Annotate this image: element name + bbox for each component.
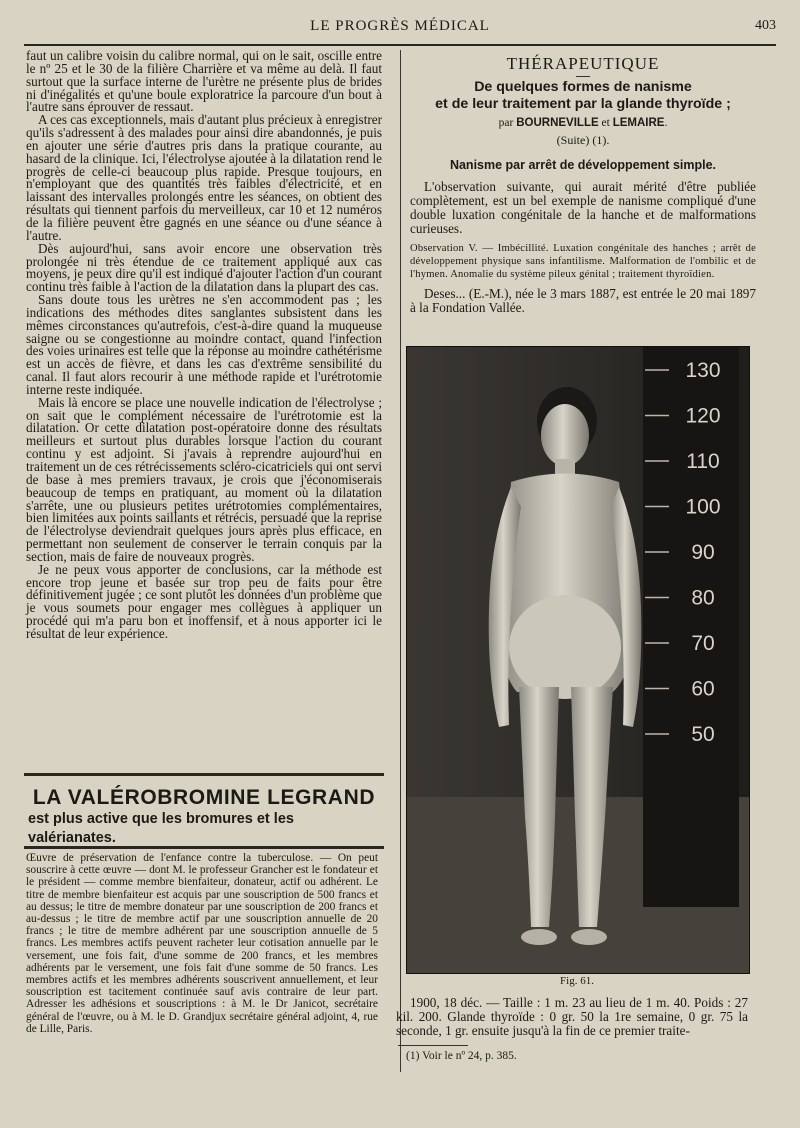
paragraph: 1900, 18 déc. — Taille : 1 m. 23 au lieu de 1 m. 40. Poids : 27 kil. 200. Glande thyroïde : 0 gr. 50 la 1re semaine, 0 gr. 75 la seconde, 1 gr. ensuite jusqu'à la fin de ce premier traite- (396, 995, 748, 1038)
scale-label: 50 (691, 723, 715, 746)
right-column (410, 54, 756, 315)
height-scale-board (643, 347, 739, 907)
section-dash (576, 76, 590, 77)
observation-heading: Observation V. — Imbécillité. Luxation congénitale des hanches ; arrêt de développement physique sans infantilisme. Malformation de l'ombilic et de l'hymen. Anomalie du système pileux génital ; traitement thyroïdien. (410, 243, 756, 280)
paragraph: A ces cas exceptionnels, mais d'autant plus précieux à enregistrer qu'ils s'adressent à des malades pour ainsi dire abandonnés, je puis en ajouter une série d'autres pris dans la pratique courante, au hasard de la clinique. Ici, l'électrolyse ajoutée à la dilatation rend le progrès de celle-ci beaucoup plus rapide. Presque toujours, en n'employant que des quantités très faibles d'électricité, et en laissant des intervalles prolongés entre les séances, on obtient des résultats qui tiennent parfois du merveilleux, car 10 et 12 numéros de la filière peuvent être gagnés en une séance ou d'une séance à l'autre. (26, 112, 382, 243)
article-title-line: et de leur traitement par la glande thyroïde ; (435, 96, 731, 112)
article-title-line: De quelques formes de nanisme (474, 79, 692, 95)
paragraph: faut un calibre voisin du calibre normal, qui on le sait, oscille entre le nº 25 et le 30 de la filière Charrière et va même au delà. Il faut surtout que la surface interne de l'urètre ne présente plus de brides ni d'inégalités et qu'une boule exploratrice la parcoure d'un bout à l'autre sans éprouver de ressaut. (26, 48, 382, 115)
byline: par BOURNEVILLE et LEMAIRE. (498, 117, 668, 129)
section-heading: THÉRAPEUTIQUE (506, 54, 660, 73)
intro-paragraph (410, 180, 756, 236)
figure-photograph (406, 346, 750, 974)
scale-label: 70 (691, 632, 715, 655)
header-rule (24, 44, 776, 46)
advertisement (24, 782, 384, 848)
byline-and: et (601, 117, 610, 129)
author: LEMAIRE (612, 117, 665, 129)
deses-paragraph (410, 287, 756, 315)
scale-label: 60 (691, 677, 715, 701)
scale-label: 130 (685, 359, 721, 382)
figure-caption: Fig. 61. (560, 975, 594, 987)
article-title (410, 79, 756, 113)
scale-label: 110 (686, 450, 720, 473)
author: BOURNEVILLE (516, 117, 599, 129)
running-header (24, 18, 776, 42)
advert-title: LA VALÉROBROMINE LEGRAND (32, 786, 376, 809)
footnote-rule (398, 1045, 468, 1046)
advert-top-rule (24, 773, 384, 776)
paragraph: L'observation suivante, qui aurait mérité d'être publiée complètement, est un bel exemple de nanisme compliqué d'une double luxation congénitale de la hanche et de malformations curieuses. (410, 179, 756, 236)
column-divider (400, 50, 401, 1072)
footnote: (1) Voir le nº 24, p. 385. (406, 1050, 517, 1062)
byline-prefix: par (498, 117, 514, 129)
scale-label: 80 (691, 586, 715, 610)
paragraph: Sans doute tous les urètres ne s'en accommodent pas ; les indications des méthodes dites sanglantes subsistent dans les mêmes circonstances qu'autrefois, c'est-à-dire quand la muqueuse saigne ou se congestionne au moindre contact, quand l'infection des voies urinaires est telle que la réponse au moindre cathétérisme est un accès de fièvre, et dans les cas d'extrême sensibilité du canal. Il faut alors recourir à une méthode rapide et l'urétrotomie interne reste indiquée. (26, 292, 382, 397)
notice-oeuvre: Œuvre de préservation de l'enfance contre la tuberculose. — On peut souscrire à cette œuvre — dont M. le professeur Grancher est le fondateur et le président — comme membre bienfaiteur, donateur, actif ou adhérent. Le titre de membre bienfaiteur est acquis par une souscription de 500 francs et au dessus; le titre de membre donateur par une souscription de 200 francs et au-dessus ; le titre de membre actif par une souscription annuelle de 20 francs ; le titre de membre adhérent par une souscription annuelle de 5 francs. Les membres actifs peuvent racheter leur cotisation annuelle par le versement, une fois fait, d'une somme de 200 francs, et les membres adhérents par le versement, une fois fait d'une somme de 50 francs. Les membres actifs et les membres adhérents souscrivent annuellement, et leur souscription est tacitement continuée sauf avis contraire de leur part. Adresser les adhésions et souscriptions : à M. le Dr Janicot, secrétaire général de l'œuvre, ou à M. le D. Grandjux secrétaire général adjoint, 4, rue de Lille, Paris. (26, 852, 378, 1035)
scale-label: 90 (691, 541, 715, 564)
suite-note: (Suite) (1). (556, 133, 610, 147)
left-column-text (26, 50, 382, 641)
journal-title: LE PROGRÈS MÉDICAL (310, 18, 490, 34)
advert-bottom-rule (24, 846, 384, 849)
paragraph: Je ne peux vous apporter de conclusions, car la méthode est encore trop jeune et basée sur trop peu de faits pour être définitivement jugée ; ce sont plutôt les données d'un problème que je vous soumets pour engager mes collègues à appliquer un procédé qui m'a paru bon et inoffensif, et à nous apporter ici le résultat de leur expérience. (26, 561, 382, 641)
photo-illustration (407, 347, 749, 973)
scale-label: 100 (685, 495, 721, 519)
page-number: 403 (755, 18, 776, 33)
paragraph: Mais là encore se place une nouvelle indication de l'électrolyse ; on sait que le complément nécessaire de l'urétrotomie est la dilatation. Or cette dilatation post-opératoire donne des résultats meilleurs et surtout plus durables lorsque l'action du courant continu y est adjoint. Si j'avais à reprendre aujourd'hui en traitement un de ces rétrécissements scléro-cicatriciels qui ont servi de base à mes premiers travaux, je crois que j'économiserais beaucoup de temps en pratiquant, au moment où la dilatation s'arrête, une ou plusieurs petites urétrotomies complémentaires, bien limitées aux points saillants et rétrécis, persuadé que la reprise de l'électrolyse deviendrait quelques jours après plus efficace, en permettant non seulement de conserver le terrain conquis par la section, mais de faire de nouveaux progrès. (26, 394, 382, 564)
paragraph: Dès aujourd'hui, sans avoir encore une observation très prolongée ni très étendue de ce traitement appliqué aux cas moyens, je peux dire qu'il est indiqué d'ajouter l'action d'un courant continu très faible à l'action de la dilatation dans la plupart des cas. (26, 240, 382, 295)
measurement-paragraph (396, 996, 748, 1038)
paragraph: Deses... (E.-M.), née le 3 mars 1887, est entrée le 20 mai 1897 à la Fondation Vallée. (410, 286, 756, 315)
subheading: Nanisme par arrêt de développement simple. (449, 158, 717, 172)
advert-subtitle: est plus active que les bromures et les valérianates. (28, 811, 294, 846)
scale-label: 120 (685, 404, 721, 428)
